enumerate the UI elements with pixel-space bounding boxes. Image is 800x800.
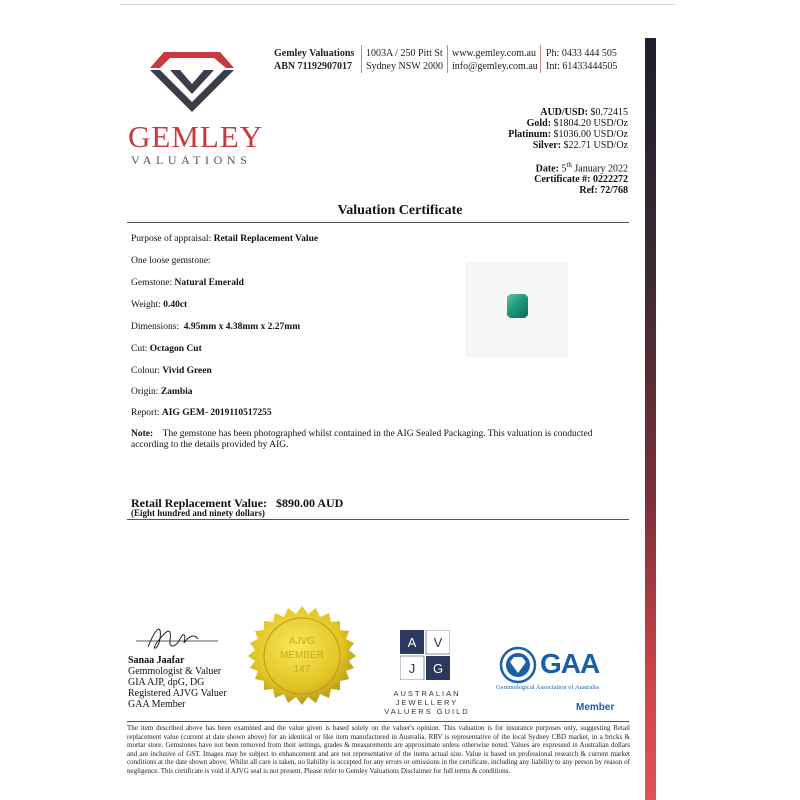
gemley-logo-icon: [148, 48, 236, 114]
footer-divider: [127, 721, 629, 722]
sidebar-gradient-bar: [645, 38, 656, 800]
top-divider: [120, 4, 675, 5]
emerald-gem-icon: [507, 294, 528, 318]
address-line-2: Sydney NSW 2000: [366, 61, 444, 72]
company-abn: ABN 71192907017: [274, 61, 353, 72]
signature-icon: [128, 617, 223, 657]
certificate-number: Certificate #: 0222272: [534, 174, 628, 186]
signatory-role: Gemmologist & Valuer: [128, 666, 222, 677]
reference-number: Ref: 72/768: [579, 185, 628, 197]
valuation-amount: Retail Replacement Value: $890.00 AUD: [131, 496, 344, 510]
field-loose-gemstone: One loose gemstone:: [131, 256, 211, 266]
signatory-name: Sanaa Jaafar: [128, 655, 185, 666]
note-paragraph: Note: The gemstone has been photographed whilst contained in the AIG Sealed Packaging. This valuation is conducted according to the details provided by AIG.: [131, 429, 593, 450]
gaa-member-label: Member: [576, 702, 615, 713]
email-link[interactable]: info@gemley.com.au: [452, 61, 538, 72]
header-company-block: [274, 47, 354, 73]
svg-text:G: G: [432, 661, 444, 676]
field-colour: Colour: Vivid Green: [131, 366, 212, 376]
gemstone-photo: [467, 264, 567, 356]
ajvg-gold-seal-icon: [240, 594, 364, 718]
svg-text:J: J: [408, 661, 416, 676]
certificate-meta: [534, 160, 628, 196]
ajvg-logo-icon: [400, 630, 450, 680]
svg-text:V: V: [433, 635, 443, 650]
gaa-name: GAA: [540, 648, 600, 679]
header-phone-block: [546, 47, 617, 73]
signatory-quals: GIA AJP, dpG, DG: [128, 677, 205, 688]
disclaimer-text: The item described above has been examined and the value given is based solely on the valuer's opinion. This valuation is for insurance purposes only, suggesting Retail replacement value (current at date shown above) for an identical or like item manufactured in Australia. RRV is representative of the local Sydney CBD market, in a bricks & mortar store. Gemstones have not been removed from their settings, grades & measurements are approximate unless otherwise noted. Values are expressed in Australian dollars and are inclusive of GST. Images may be subject to enhancement and are not representative of the items actual size. Value is based on professional research & current market conditions at the date shown above. Whilst all care is taken, no liability is accepted for any errors or omissions in the certificate, including any liability to any person by reason of negligence. This certificate is void if AJVG seal is not present. Please refer to Gemley Valuations Disclaimer for full terms & conditions.: [127, 724, 630, 775]
brand-name: GEMLEY: [128, 119, 264, 154]
field-origin: Origin: Zambia: [131, 387, 193, 397]
page-title: Valuation Certificate: [337, 203, 463, 218]
rate-row: Silver: $22.71 USD/Oz: [532, 140, 628, 151]
signatory-membership: GAA Member: [128, 699, 186, 710]
rate-row: AUD/USD: $0.72415: [540, 107, 628, 118]
signatory-block: [128, 655, 227, 710]
gaa-subtitle: Gemmological Association of Australia: [496, 684, 599, 691]
signatory-registration: Registered AJVG Valuer: [128, 688, 227, 699]
intl-number: Int: 61433444505: [546, 61, 618, 72]
brand-subtitle: VALUATIONS: [131, 153, 252, 167]
rate-row: Gold: $1804.20 USD/Oz: [526, 118, 628, 129]
exchange-rates: [508, 107, 628, 151]
svg-text:A: A: [407, 635, 417, 650]
seal-line-2: MEMBER: [280, 650, 324, 661]
header-address-block: [366, 47, 443, 73]
header-separator: [447, 45, 448, 73]
field-purpose: Purpose of appraisal: Retail Replacement Value: [131, 234, 319, 244]
phone-number: Ph: 0433 444 505: [546, 48, 617, 59]
header-separator: [361, 45, 362, 73]
seal-line-3: 147: [293, 664, 311, 675]
valuation-divider: [127, 519, 629, 520]
field-cut: Cut: Octagon Cut: [131, 344, 202, 354]
header-web-block: [452, 47, 538, 73]
seal-line-1: AJVG: [288, 636, 316, 647]
company-name: Gemley Valuations: [274, 48, 355, 59]
field-report: Report: AIG GEM- 2019110517255: [131, 408, 272, 418]
title-divider: [127, 222, 629, 223]
website-link[interactable]: www.gemley.com.au: [452, 48, 536, 59]
field-dimensions: Dimensions: 4.95mm x 4.38mm x 2.27mm: [131, 322, 301, 332]
rate-row: Platinum: $1036.00 USD/Oz: [508, 129, 628, 140]
field-gemstone: Gemstone: Natural Emerald: [131, 278, 244, 288]
address-line-1: 1003A / 250 Pitt St: [366, 48, 443, 59]
header-separator: [540, 45, 541, 73]
gaa-emblem-icon: [499, 646, 537, 684]
ajvg-label: AUSTRALIAN JEWELLERY VALUERS GUILD: [384, 689, 470, 716]
valuation-words: (Eight hundred and ninety dollars): [131, 508, 265, 518]
date-line: Date: 5th January 2022: [535, 161, 628, 175]
field-weight: Weight: 0.40ct: [131, 300, 188, 310]
